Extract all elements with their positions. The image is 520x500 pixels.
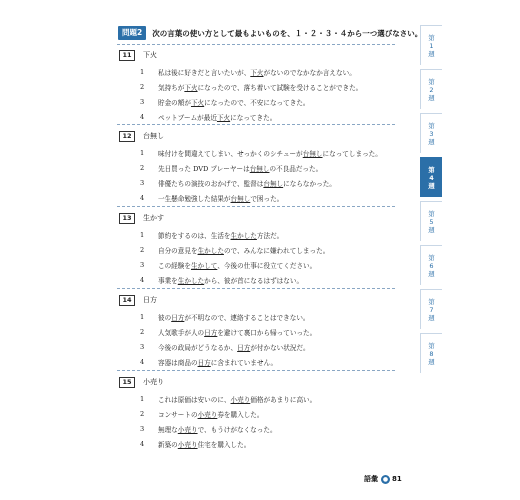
- option-number: 4: [140, 358, 145, 366]
- answer-option[interactable]: [140, 229, 283, 241]
- question-heading: [119, 294, 157, 306]
- underlined-word: 小売り: [177, 441, 198, 449]
- answer-option[interactable]: [140, 341, 310, 353]
- option-text-after: になってしまった。: [322, 150, 382, 158]
- option-text-after: になってきた。: [230, 114, 277, 122]
- option-text-before: 自分の意見を: [158, 247, 198, 255]
- option-text-after: で困った。: [250, 195, 284, 203]
- option-text-before: 一生懸命勉強した結果が: [158, 195, 231, 203]
- option-text-after: の不良品だった。: [269, 165, 323, 173]
- week-tab-char: 第: [428, 209, 435, 218]
- underlined-word: 台無し: [249, 165, 270, 173]
- divider: [117, 370, 395, 371]
- underlined-word: 下火: [250, 69, 264, 77]
- option-text-before: 事業を: [158, 277, 178, 285]
- underlined-word: 日方: [171, 314, 185, 322]
- answer-option[interactable]: [140, 111, 276, 123]
- week-tab-char: 週: [428, 225, 435, 234]
- option-text-before: 容器は商品の: [158, 359, 198, 367]
- answer-option[interactable]: [140, 192, 283, 204]
- question-number: 15: [119, 377, 135, 388]
- option-number: 4: [140, 194, 145, 202]
- answer-option[interactable]: [140, 423, 277, 435]
- week-tab-5[interactable]: [420, 201, 442, 241]
- week-tab-7[interactable]: [420, 289, 442, 329]
- question-header: [118, 25, 422, 41]
- option-number: 2: [140, 328, 145, 336]
- option-text-before: 貯金の額が: [158, 99, 191, 107]
- week-tab-char: 第: [428, 121, 435, 130]
- option-number: 2: [140, 410, 145, 418]
- option-text-before: 味付けを間違えてしまい、せっかくのシチューが: [158, 150, 303, 158]
- underlined-word: 台無し: [230, 195, 251, 203]
- option-text-after: 方法だ。: [256, 232, 284, 240]
- week-tab-char: 4: [429, 173, 434, 182]
- option-text-after: から、彼が首になるはずはない。: [204, 277, 304, 285]
- option-number: 1: [140, 313, 145, 321]
- underlined-word: 生かして: [190, 262, 218, 270]
- week-tab-char: 第: [428, 33, 435, 42]
- week-tab-3[interactable]: [420, 113, 442, 153]
- divider: [117, 124, 395, 125]
- option-number: 3: [140, 343, 145, 351]
- question-number: 14: [119, 295, 135, 306]
- answer-option[interactable]: [140, 274, 303, 286]
- week-tab-char: 週: [428, 269, 435, 278]
- week-tab-1[interactable]: [420, 25, 442, 65]
- week-tab-6[interactable]: [420, 245, 442, 285]
- option-number: 1: [140, 149, 145, 157]
- option-text-after: がないのでなかなか言えない。: [263, 69, 356, 77]
- week-tab-4[interactable]: [420, 157, 442, 197]
- week-tab-char: 7: [429, 305, 434, 314]
- week-tab-char: 第: [428, 297, 435, 306]
- underlined-word: 小売り: [230, 396, 251, 404]
- option-number: 4: [140, 440, 145, 448]
- instruction-text: 次の言葉の使い方として最もよいものを、１・２・３・４から一つ選びなさい。: [152, 28, 423, 38]
- option-text-before: ペットブームが最近: [158, 114, 217, 122]
- option-number: 3: [140, 261, 145, 269]
- option-text-before: この経験を: [158, 262, 191, 270]
- circle-icon: ●: [382, 475, 389, 483]
- option-number: 2: [140, 83, 145, 91]
- answer-option[interactable]: [140, 356, 277, 368]
- week-tab-2[interactable]: [420, 69, 442, 109]
- option-text-after: 、今後の仕事に役立てください。: [217, 262, 317, 270]
- option-number: 1: [140, 231, 145, 239]
- question-heading: [119, 376, 164, 388]
- question-number: 11: [119, 50, 135, 61]
- option-text-before: 無理な: [158, 426, 178, 434]
- option-number: 3: [140, 425, 145, 433]
- week-tab-char: 第: [428, 165, 435, 174]
- answer-option[interactable]: [140, 244, 329, 256]
- option-text-before: コンサートの: [158, 411, 198, 419]
- underlined-word: 下火: [190, 99, 205, 107]
- option-number: 3: [140, 98, 145, 106]
- option-text-after: ので、みんなに嫌われてしまった。: [223, 247, 330, 255]
- underlined-word: 日方: [237, 344, 251, 352]
- option-text-before: 私は後に好きだと言いたいが、: [158, 69, 251, 77]
- answer-option[interactable]: [140, 408, 264, 420]
- answer-option[interactable]: [140, 326, 316, 338]
- week-tab-char: 週: [428, 357, 435, 366]
- option-text-before: 先日買った DVD プレーヤーは: [158, 165, 250, 173]
- underlined-word: 小売り: [197, 411, 218, 419]
- week-tab-char: 週: [428, 313, 435, 322]
- week-tab-char: 5: [429, 217, 434, 226]
- option-text-after: が不明なので、連絡することはできない。: [184, 314, 310, 322]
- week-tab-char: 1: [429, 41, 434, 50]
- option-text-after: で、もうけがなくなった。: [197, 426, 277, 434]
- option-text-after: に含まれていません。: [210, 359, 278, 367]
- week-tab-char: 第: [428, 341, 435, 350]
- week-tab-char: 第: [428, 77, 435, 86]
- option-text-before: 今後の政局がどうなるか、: [158, 344, 238, 352]
- option-text-after: 券を購入した。: [217, 411, 264, 419]
- underlined-word: 日方: [197, 359, 211, 367]
- answer-option[interactable]: [140, 96, 310, 108]
- week-tab-char: 週: [428, 181, 435, 190]
- target-word: 台無し: [143, 132, 164, 140]
- footer-section: 語彙: [364, 475, 378, 483]
- option-text-after: になったので、落ち着いて試験を受けることができた。: [197, 84, 363, 92]
- answer-option[interactable]: [140, 162, 322, 174]
- target-word: 下火: [143, 51, 157, 59]
- option-number: 2: [140, 246, 145, 254]
- question-number: 13: [119, 213, 135, 224]
- option-text-before: 新築の: [158, 441, 178, 449]
- answer-option[interactable]: [140, 177, 336, 189]
- divider: [117, 206, 395, 207]
- underlined-word: 生かした: [230, 232, 257, 240]
- page-footer: [364, 474, 402, 484]
- week-tab-8[interactable]: [420, 333, 442, 373]
- option-text-before: 気持ちが: [158, 84, 185, 92]
- week-tab-char: 3: [429, 129, 434, 138]
- question-number: 12: [119, 131, 135, 142]
- answer-option[interactable]: [140, 438, 250, 450]
- week-tab-char: 週: [428, 137, 435, 146]
- divider: [117, 288, 395, 289]
- target-word: 生かす: [143, 214, 164, 222]
- underlined-word: 台無し: [302, 150, 323, 158]
- option-text-after: が付かない状況だ。: [250, 344, 310, 352]
- option-text-before: 人気歌手が人の: [158, 329, 205, 337]
- answer-option[interactable]: [140, 81, 362, 93]
- week-tab-char: 2: [429, 85, 434, 94]
- question-heading: [119, 49, 157, 61]
- answer-option[interactable]: [140, 311, 310, 323]
- answer-option[interactable]: [140, 259, 316, 271]
- mondai-badge: 問題2: [118, 26, 146, 40]
- week-tab-char: 第: [428, 253, 435, 262]
- option-text-after: になったので、不安になってきた。: [204, 99, 310, 107]
- underlined-word: 下火: [184, 84, 198, 92]
- option-number: 3: [140, 179, 145, 187]
- underlined-word: 生かした: [197, 247, 224, 255]
- target-word: 小売り: [143, 378, 164, 386]
- option-number: 2: [140, 164, 145, 172]
- week-tab-char: 週: [428, 93, 435, 102]
- option-number: 4: [140, 113, 145, 121]
- answer-option[interactable]: [140, 147, 382, 159]
- answer-option[interactable]: [140, 393, 316, 405]
- option-text-after: にならなかった。: [283, 180, 336, 188]
- underlined-word: 小売り: [177, 426, 198, 434]
- divider: [117, 44, 395, 45]
- underlined-word: 日方: [204, 329, 218, 337]
- option-text-after: 住宅を購入した。: [197, 441, 251, 449]
- option-text-after: 価格があまりに高い。: [250, 396, 317, 404]
- question-heading: [119, 130, 164, 142]
- week-tab-char: 6: [429, 261, 434, 270]
- underlined-word: 生かした: [177, 277, 205, 285]
- answer-option[interactable]: [140, 66, 356, 78]
- option-number: 1: [140, 395, 145, 403]
- week-tab-char: 週: [428, 49, 435, 58]
- target-word: 日方: [143, 296, 157, 304]
- option-number: 4: [140, 276, 145, 284]
- page-number: 81: [392, 475, 402, 483]
- option-number: 1: [140, 68, 145, 76]
- option-text-before: 節約をするのは、生活を: [158, 232, 231, 240]
- option-text-after: を避けて裏口から帰っていった。: [217, 329, 317, 337]
- question-heading: [119, 212, 164, 224]
- underlined-word: 下火: [216, 114, 231, 122]
- option-text-before: 彼の: [158, 314, 172, 322]
- option-text-before: これは原価は安いのに、: [158, 396, 231, 404]
- week-tab-char: 8: [429, 349, 434, 358]
- option-text-before: 俳優たちの演技のおかげで、監督は: [158, 180, 264, 188]
- underlined-word: 台無し: [263, 180, 284, 188]
